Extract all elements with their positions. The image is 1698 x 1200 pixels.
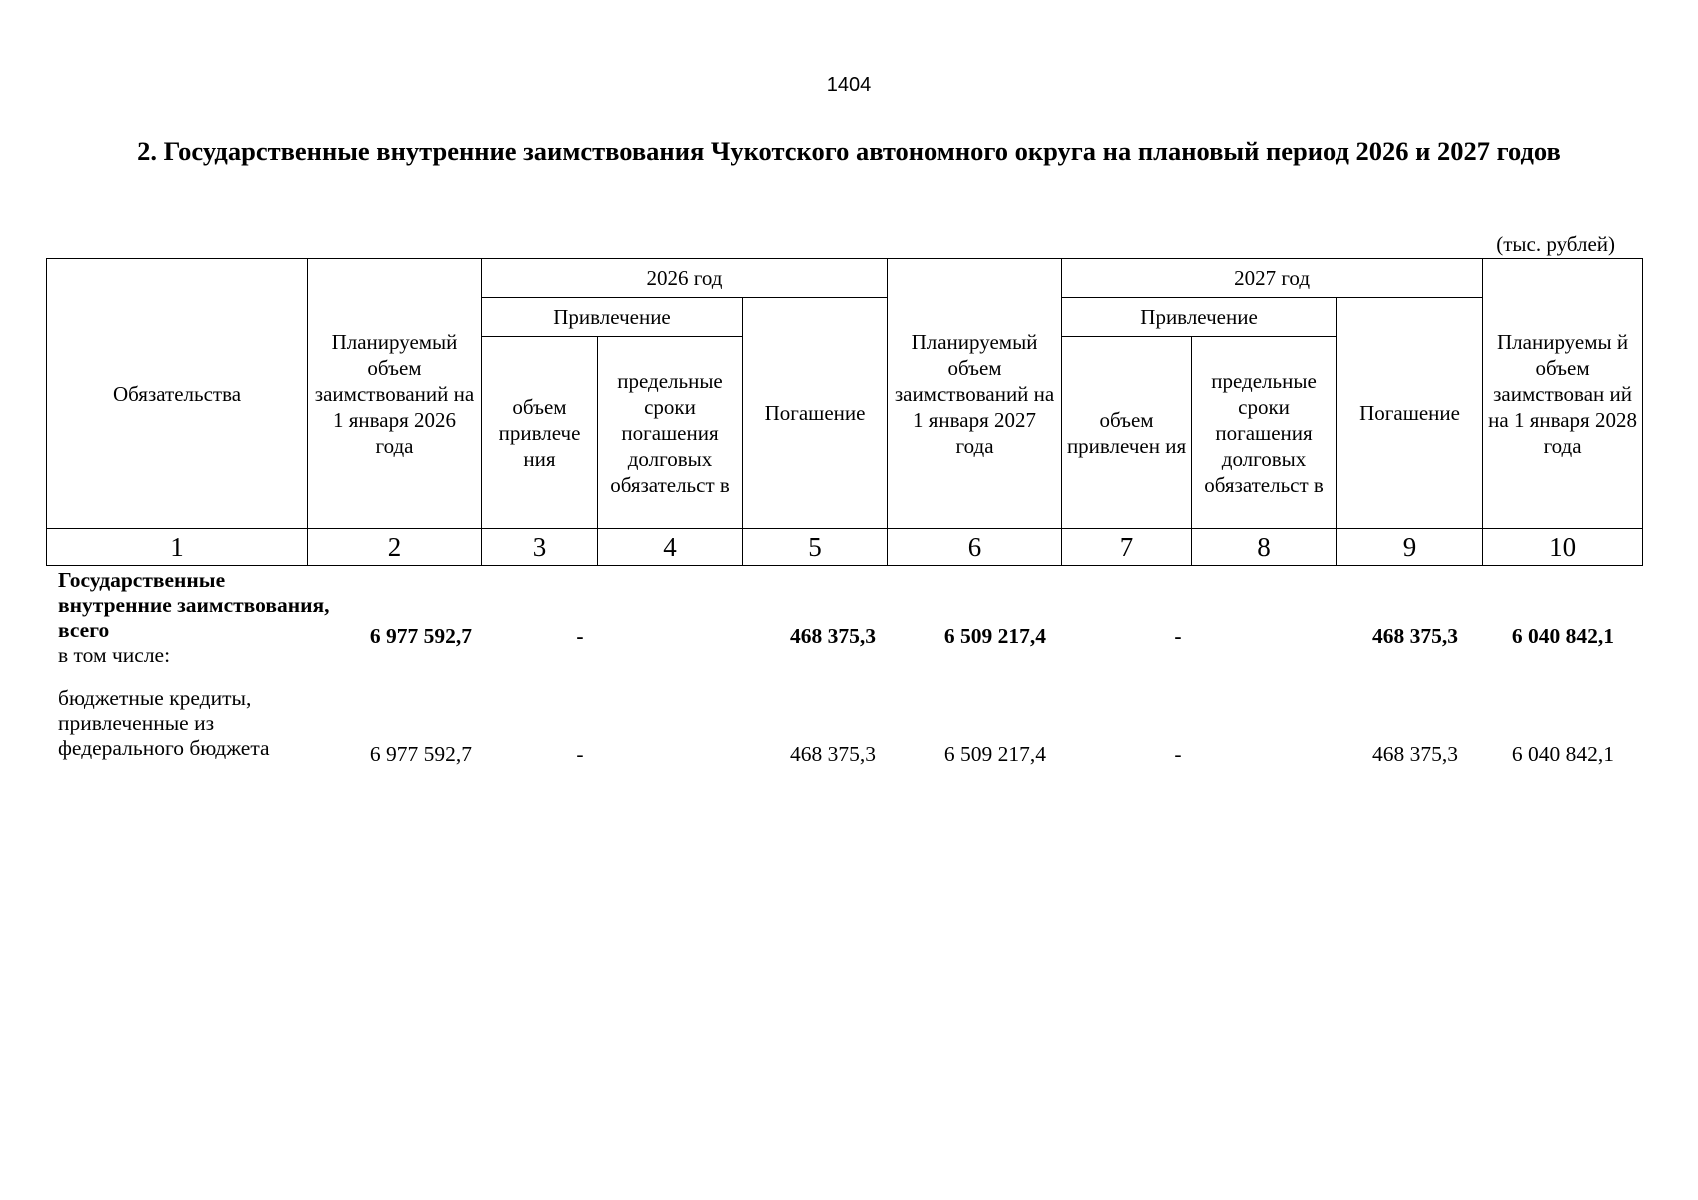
row-total-label-suffix: в том числе: bbox=[58, 643, 171, 667]
column-number: 1 bbox=[47, 529, 308, 566]
column-number: 5 bbox=[743, 529, 888, 566]
units-label: (тыс. рублей) bbox=[1496, 232, 1615, 256]
row-total-label-main: Государственные внутренние заимствования, всего bbox=[58, 568, 330, 642]
column-number: 3 bbox=[482, 529, 598, 566]
column-number: 8 bbox=[1192, 529, 1337, 566]
header-volume-2027: объем привлечен ия bbox=[1062, 337, 1192, 529]
row-total-col2: 6 977 592,7 bbox=[369, 624, 472, 648]
document-title: 2. Государственные внутренние заимствования Чукотского автономного округа на плановый период 2026 и 2027 годов bbox=[137, 136, 1561, 166]
row-budget-credits-col5: 468 375,3 bbox=[790, 742, 876, 766]
borrowings-table-header bbox=[46, 258, 1643, 566]
row-budget-credits-label: бюджетные кредиты, привлеченные из федерального бюджета bbox=[58, 686, 270, 760]
header-terms-2027: предельные сроки погашения долговых обязательст в bbox=[1192, 337, 1337, 529]
row-budget-credits-col3: - bbox=[576, 742, 584, 766]
header-planned-2026: Планируемый объем заимствований на 1 января 2026 года bbox=[308, 259, 482, 529]
header-repayment-2027: Погашение bbox=[1337, 298, 1483, 529]
row-total-col7: - bbox=[1174, 624, 1182, 648]
column-number: 9 bbox=[1337, 529, 1483, 566]
header-planned-2028: Планируемы й объем заимствован ий на 1 января 2028 года bbox=[1483, 259, 1643, 529]
header-year-2026: 2026 год bbox=[482, 259, 888, 298]
row-total-col9: 468 375,3 bbox=[1372, 624, 1458, 648]
column-number: 2 bbox=[308, 529, 482, 566]
column-number: 4 bbox=[598, 529, 743, 566]
page-number: 1404 bbox=[826, 74, 872, 96]
header-borrowing-2027: Привлечение bbox=[1062, 298, 1337, 337]
header-planned-2027: Планируемый объем заимствований на 1 января 2027 года bbox=[888, 259, 1062, 529]
row-total-col6: 6 509 217,4 bbox=[943, 624, 1046, 648]
row-total-label bbox=[58, 568, 338, 668]
row-budget-credits-col2: 6 977 592,7 bbox=[369, 742, 472, 766]
row-budget-credits-col7: - bbox=[1174, 742, 1182, 766]
column-number: 10 bbox=[1483, 529, 1643, 566]
row-budget-credits-col10: 6 040 842,1 bbox=[1511, 742, 1614, 766]
header-year-2027: 2027 год bbox=[1062, 259, 1483, 298]
row-budget-credits-col6: 6 509 217,4 bbox=[943, 742, 1046, 766]
header-repayment-2026: Погашение bbox=[743, 298, 888, 529]
column-number: 7 bbox=[1062, 529, 1192, 566]
row-budget-credits-col9: 468 375,3 bbox=[1372, 742, 1458, 766]
header-borrowing-2026: Привлечение bbox=[482, 298, 743, 337]
header-volume-2026: объем привлече ния bbox=[482, 337, 598, 529]
column-number: 6 bbox=[888, 529, 1062, 566]
row-total-col3: - bbox=[576, 624, 584, 648]
header-terms-2026: предельные сроки погашения долговых обязательст в bbox=[598, 337, 743, 529]
row-total-col10: 6 040 842,1 bbox=[1511, 624, 1614, 648]
header-obligations: Обязательства bbox=[47, 259, 308, 529]
row-total-col5: 468 375,3 bbox=[790, 624, 876, 648]
